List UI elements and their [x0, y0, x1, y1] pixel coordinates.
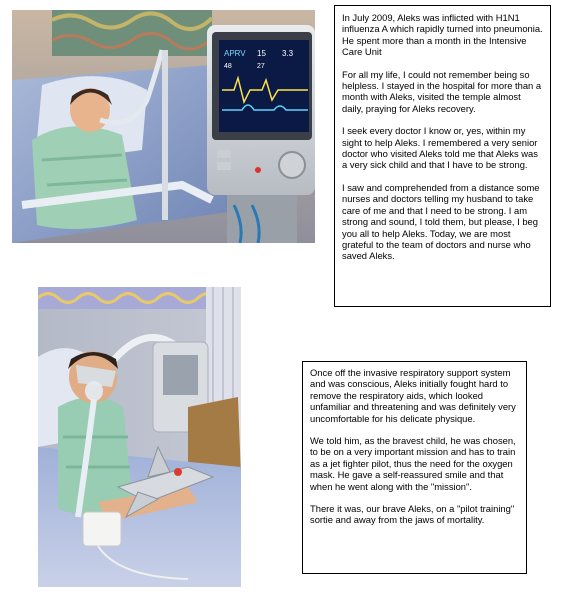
icu-photo [12, 10, 315, 243]
story-paragraph: There it was, our brave Aleks, on a "pilot training" sortie and away from the jaws of mortality. [310, 503, 515, 526]
monitor-reading-1: 15 [257, 49, 266, 58]
story-paragraph: For all my life, I could not remember being so helpless. I stayed in the hospital for more than a month with Aleks, visited the temple almost daily, praying for Aleks recovery. [342, 68, 542, 114]
monitor-reading-3: 48 [224, 63, 232, 70]
pilot-training-photo [38, 287, 241, 587]
monitor-mode: APRV [224, 49, 246, 58]
monitor-reading-2: 3.3 [282, 49, 294, 58]
story-text-box-bottom [302, 361, 527, 574]
story-text-box-top [334, 5, 551, 307]
story-paragraph: Once off the invasive respiratory support system and was conscious, Aleks initially fought hard to remove the respiratory aids, which looked unfamiliar and threatening and was definitely very uncomfortable for his delicate physique. [310, 367, 516, 424]
story-paragraph: We told him, as the bravest child, he was chosen, to be on a very important mission and has to train as a jet fighter pilot, thus the need for the oxygen mask. He gave a self-reassured smile and that when he went along with the "mission". [310, 435, 516, 492]
story-paragraph: In July 2009, Aleks was inflicted with H1N1 influenza A which rapidly turned into pneumonia. He spent more than a month in the Intensive Care Unit [342, 12, 543, 58]
story-paragraph: I saw and comprehended from a distance some nurses and doctors telling my husband to take care of me and that I need to be strong. I am strong and sound, I told them, but please, I beg you all to help Aleks. Today, we are most grateful to the team of doctors and nurse who saved Aleks. [342, 181, 540, 262]
monitor-reading-4: 27 [257, 63, 265, 70]
story-paragraph: I seek every doctor I know or, yes, within my sight to help Aleks. I remembered a very senior doctor who visited Aleks told me that Aleks was a very sick child and that I have to be strong. [342, 125, 538, 171]
